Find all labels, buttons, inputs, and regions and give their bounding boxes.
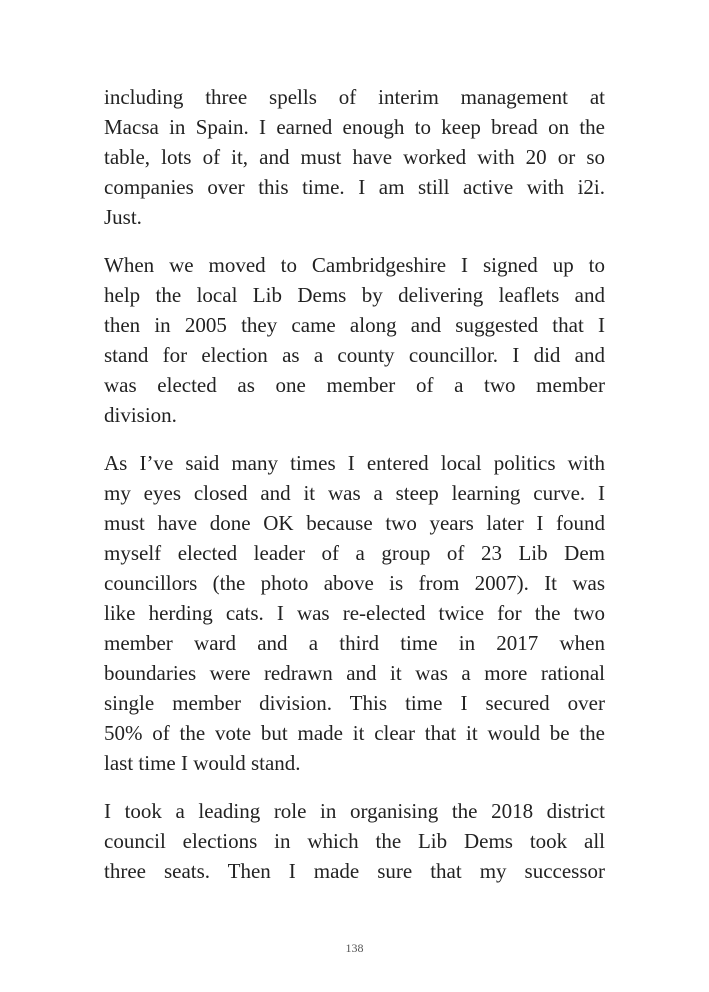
page-number: 138 bbox=[345, 941, 364, 955]
text-line: division. bbox=[104, 403, 177, 427]
text-line: then in 2005 they came along and suggested that I bbox=[104, 313, 605, 337]
paragraph-4 bbox=[104, 796, 605, 886]
text-line: single member division. This time I secured over bbox=[104, 691, 605, 715]
text-line: stand for election as a county councillor. I did and bbox=[104, 343, 605, 367]
text-line: was elected as one member of a two member bbox=[104, 373, 605, 397]
paragraph-1 bbox=[104, 82, 605, 232]
text-line: like herding cats. I was re-elected twice for the two bbox=[104, 601, 605, 625]
text-line: member ward and a third time in 2017 when bbox=[104, 631, 605, 655]
text-line: table, lots of it, and must have worked with 20 or so bbox=[104, 145, 605, 169]
text-line: my eyes closed and it was a steep learning curve. I bbox=[104, 481, 605, 505]
text-line: 50% of the vote but made it clear that it would be the bbox=[104, 721, 605, 745]
text-line: boundaries were redrawn and it was a more rational bbox=[104, 661, 605, 685]
text-line: Just. bbox=[104, 205, 142, 229]
paragraph-3 bbox=[104, 448, 605, 778]
text-line: companies over this time. I am still active with i2i. bbox=[104, 175, 605, 199]
text-line: three seats. Then I made sure that my successor bbox=[104, 859, 605, 883]
text-line: myself elected leader of a group of 23 Lib Dem bbox=[104, 541, 605, 565]
body-text bbox=[104, 82, 605, 904]
text-line: last time I would stand. bbox=[104, 751, 301, 775]
paragraph-2 bbox=[104, 250, 605, 430]
text-line: help the local Lib Dems by delivering leaflets and bbox=[104, 283, 605, 307]
text-line: including three spells of interim management at bbox=[104, 85, 605, 109]
text-line: Macsa in Spain. I earned enough to keep bread on the bbox=[104, 115, 605, 139]
text-line: As I’ve said many times I entered local politics with bbox=[104, 451, 605, 475]
text-line: council elections in which the Lib Dems took all bbox=[104, 829, 605, 853]
text-line: must have done OK because two years later I found bbox=[104, 511, 605, 535]
text-line: When we moved to Cambridgeshire I signed up to bbox=[104, 253, 605, 277]
text-line: councillors (the photo above is from 2007). It was bbox=[104, 571, 605, 595]
text-line: I took a leading role in organising the 2018 district bbox=[104, 799, 605, 823]
